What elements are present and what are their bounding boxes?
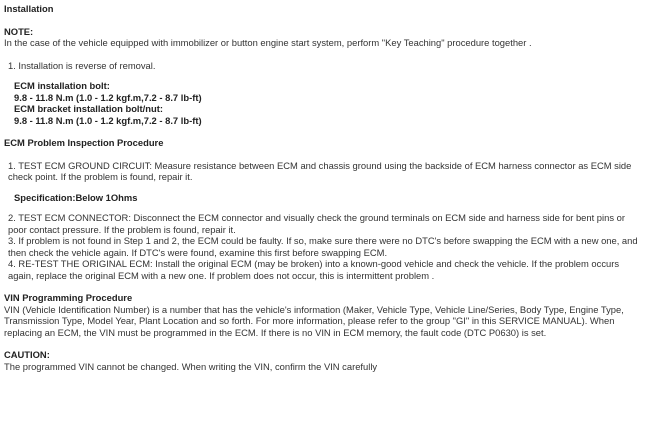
note-label: NOTE: xyxy=(4,25,34,37)
ecm-installation-bolt-torque: 9.8 - 11.8 N.m (1.0 - 1.2 kgf.m,7.2 - 8.7 lb-ft) xyxy=(14,91,202,103)
resistance-specification: Specification:Below 1Ohms xyxy=(14,191,138,203)
inspection-step-1: 1. TEST ECM GROUND CIRCUIT: Measure resistance between ECM and chassis ground using the backside of ECM harness connector as ECM side check point. If the problem is found, repair it. xyxy=(8,159,632,182)
ecm-bracket-bolt-label: ECM bracket installation bolt/nut: xyxy=(14,103,163,114)
section-heading-installation: Installation xyxy=(4,3,54,14)
section-heading-ecm-inspection: ECM Problem Inspection Procedure xyxy=(4,137,164,148)
ecm-installation-bolt-label: ECM installation bolt: xyxy=(14,80,110,91)
inspection-step-4: 4. RE-TEST THE ORIGINAL ECM: Install the original ECM (may be broken) into a known-good vehicle and check the vehicle. If the problem occurs again, replace the original ECM with a new one. If problem does not occur, this is intermittent problem . xyxy=(8,258,620,281)
installation-step-1: 1. Installation is reverse of removal. xyxy=(8,59,156,71)
caution-label: CAUTION: xyxy=(4,349,50,360)
note-text: In the case of the vehicle equipped with immobilizer or button engine start system, perform "Key Teaching" procedure together . xyxy=(4,37,532,48)
section-heading-vin-programming: VIN Programming Procedure xyxy=(4,292,133,303)
ecm-bracket-bolt-torque: 9.8 - 11.8 N.m (1.0 - 1.2 kgf.m,7.2 - 8.7 lb-ft) xyxy=(14,114,202,126)
inspection-step-3: 3. If problem is not found in Step 1 and 2, the ECM could be faulty. If so, make sure there were no DTC's before swapping the ECM with a new one, and then check the vehicle again. If DTC's were found, examine this first before swapping ECM. xyxy=(8,235,638,258)
vin-description: VIN (Vehicle Identification Number) is a number that has the vehicle's information (Maker, Vehicle Type, Vehicle Line/Series, Body Type, Engine Type, Transmission Type, Model Year, Plant Location and so forth. For more information, please refer to the group "GI" in this SERVICE MANUAL). When replacing an ECM, the VIN must be programmed in the ECM. If there is no VIN in ECM memory, the fault code (DTC P0630) is set. xyxy=(4,303,624,338)
inspection-step-2: 2. TEST ECM CONNECTOR: Disconnect the ECM connector and visually check the ground terminals on ECM side and harness side for bent pins or poor contact pressure. If the problem is found, repair it. xyxy=(8,212,625,235)
caution-text: The programmed VIN cannot be changed. When writing the VIN, confirm the VIN carefully xyxy=(4,360,378,372)
